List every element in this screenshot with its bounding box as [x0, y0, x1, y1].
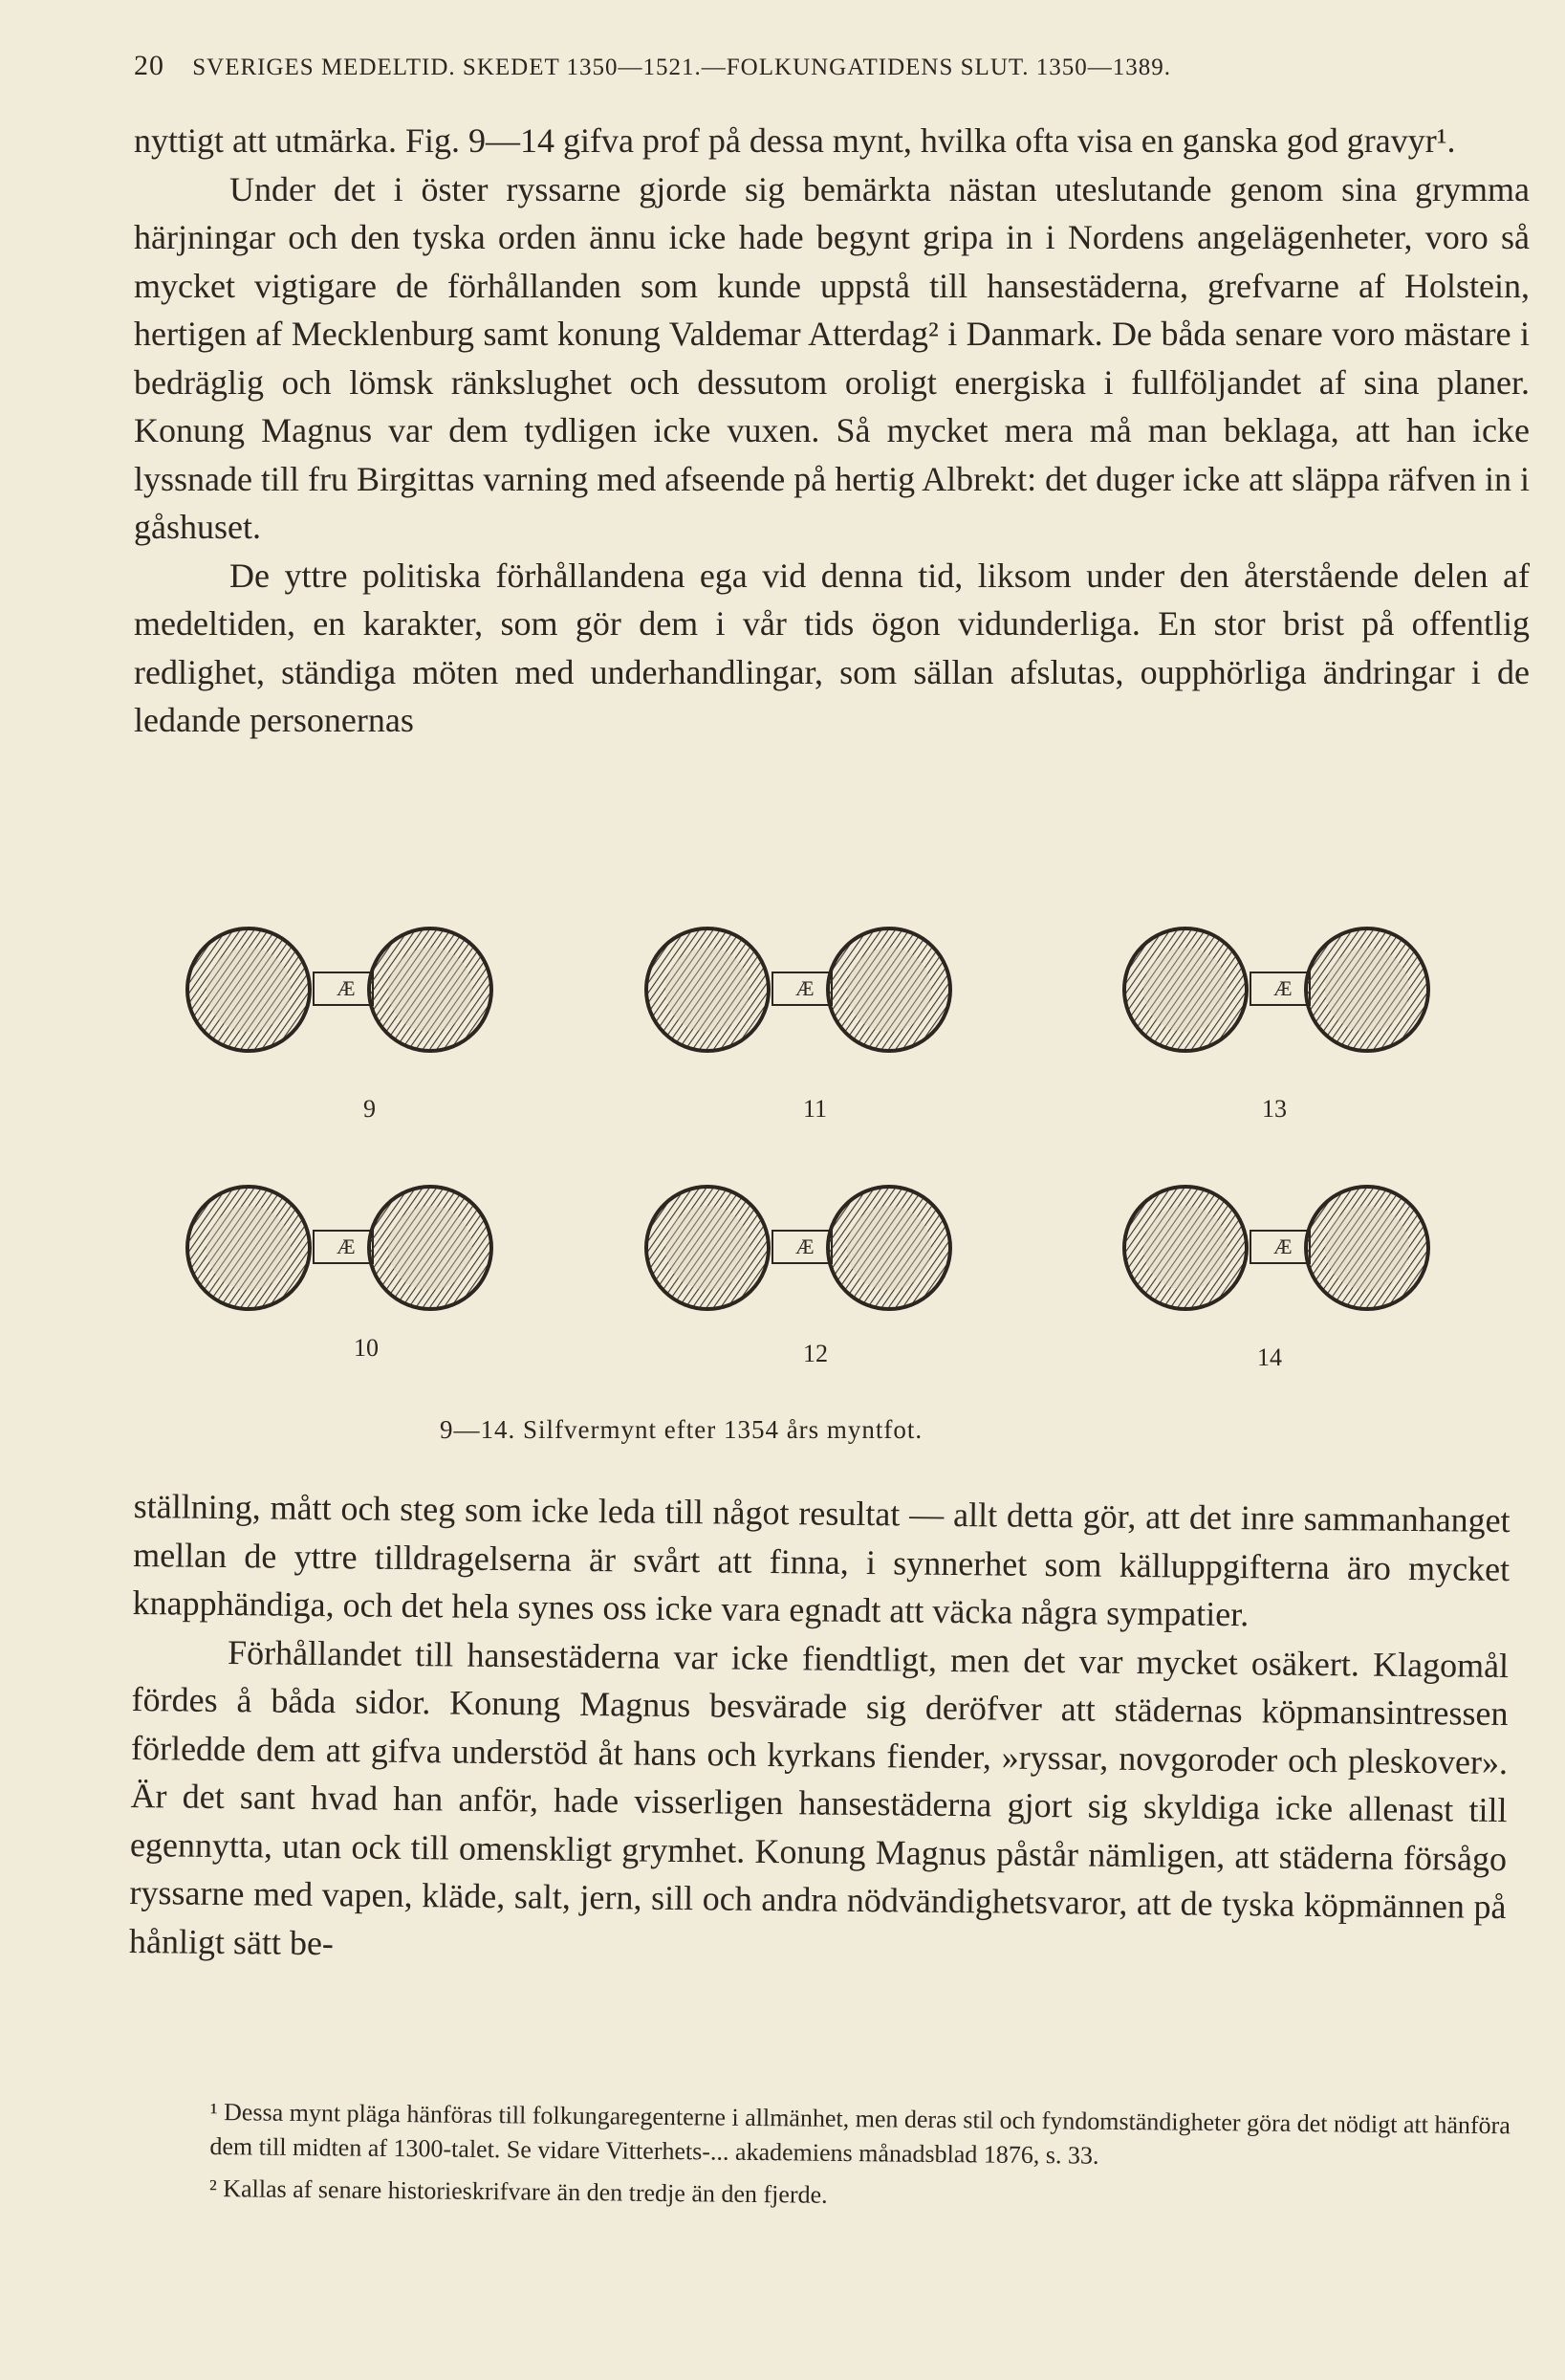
coin-mark: Æ	[337, 976, 356, 1000]
coin-pair-11	[641, 923, 985, 1123]
figure-number: 10	[354, 1334, 379, 1362]
figure-number: 11	[803, 1095, 828, 1123]
footnotes	[116, 2094, 1522, 2219]
page-number: 20	[134, 50, 164, 81]
coin-pair-10	[182, 1181, 526, 1372]
coin-mark: Æ	[337, 1234, 356, 1258]
figure-caption: 9—14. Silfvermynt efter 1354 års myntfot.	[440, 1415, 924, 1444]
top-text-block	[134, 117, 1530, 745]
coin-mark: Æ	[795, 976, 815, 1000]
coin-pair-9	[182, 923, 526, 1123]
running-title: SVERIGES MEDELTID. SKEDET 1350—1521.—FOLKUNGATIDENS SLUT. 1350—1389.	[192, 55, 1172, 80]
figure-number: 14	[1257, 1343, 1282, 1371]
bottom-text-block	[129, 1482, 1511, 1979]
coin-mark: Æ	[1273, 1234, 1293, 1258]
coin-pair-14	[1119, 1181, 1463, 1372]
paragraph: Förhållandet till hansestäderna var icke fiendtligt, men det var mycket osäkert. Klagomål fördes å båda sidor. Konung Magnus besvärade sig deröfver att städernas köpmansintressen förledde dem att gifva understöd åt hans och kyrkans fiender, »ryssar, novgoroder och pleskover». Är det sant hvad han anför, hade visserligen hansestäderna gjort sig skyldiga icke allenast till egennytta, utan ock till omenskligt grymhet. Konung Magnus påstår nämligen, att städerna försågo ryssarne med vapen, kläde, salt, jern, sill och andra nödvändighetsvaror, att de tyska köpmännen på hånligt sätt be-	[128, 1632, 1510, 1962]
coin-pair-12	[641, 1181, 985, 1372]
coin-mark: Æ	[1273, 976, 1293, 1000]
paragraph: nyttigt att utmärka. Fig. 9—14 gifva prof på dessa mynt, hvilka ofta visa en ganska god gravyr¹.	[134, 121, 1456, 160]
paragraph: Under det i öster ryssarne gjorde sig bemärkta nästan uteslutande genom sina grymma härjningar och den tyska orden ännu icke hade begynt gripa in i Nordens angelägenheter, voro så mycket vigtigare de förhållanden som kunde uppstå till hansestäderna, grefvarne af Holstein, hertigen af Mecklenburg samt konung Valdemar Atterdag² i Danmark. De båda senare voro mästare i bedräglig och lömsk ränkslughet och dessutom oroligt energiska i fullföljandet af sina planer. Konung Magnus var dem tydligen icke vuxen. Så mycket mera må man beklaga, att han icke lyssnade till fru Birgittas varning med afseende på hertig Albrekt: det duger icke att släppa räfven in i gåshuset.	[134, 169, 1530, 546]
figure-number: 12	[803, 1340, 828, 1367]
footnote: ² Kallas af senare historieskrifvare än den tredje än den fjerde.	[208, 2174, 828, 2209]
figure-number: 13	[1262, 1095, 1287, 1123]
coin-mark: Æ	[795, 1234, 815, 1258]
footnote: ¹ Dessa mynt pläga hänföras till folkungaregenterne i allmänhet, men deras stil och fyndomständigheter göra det nödigt att hänföra dem till midten af 1300-talet. Se vidare Vitterhets-... akademiens månadsblad 1876, s. 33.	[209, 2098, 1511, 2170]
figure-number: 9	[363, 1095, 376, 1123]
paragraph: De yttre politiska förhållandena ega vid denna tid, liksom under den återstående delen af medeltiden, en karakter, som gör dem i vår tids ögon vidunderliga. En stor brist på offentlig redlighet, ständiga möten med underhandlingar, som sällan afslutas, oupphörliga ändringar i de ledande personernas	[134, 556, 1530, 739]
coin-pair-13	[1119, 923, 1463, 1123]
paragraph: ställning, mått och steg som icke leda till något resultat — allt detta gör, att det inre sammanhanget mellan de yttre tilldragelserna är svårt att finna, i synnerhet som källuppgifterna äro mycket knapphändiga, och det hela synes oss icke vara egnadt att väcka några sympatier.	[132, 1486, 1511, 1634]
running-header	[134, 50, 1549, 82]
coin-figure	[182, 923, 1558, 1458]
